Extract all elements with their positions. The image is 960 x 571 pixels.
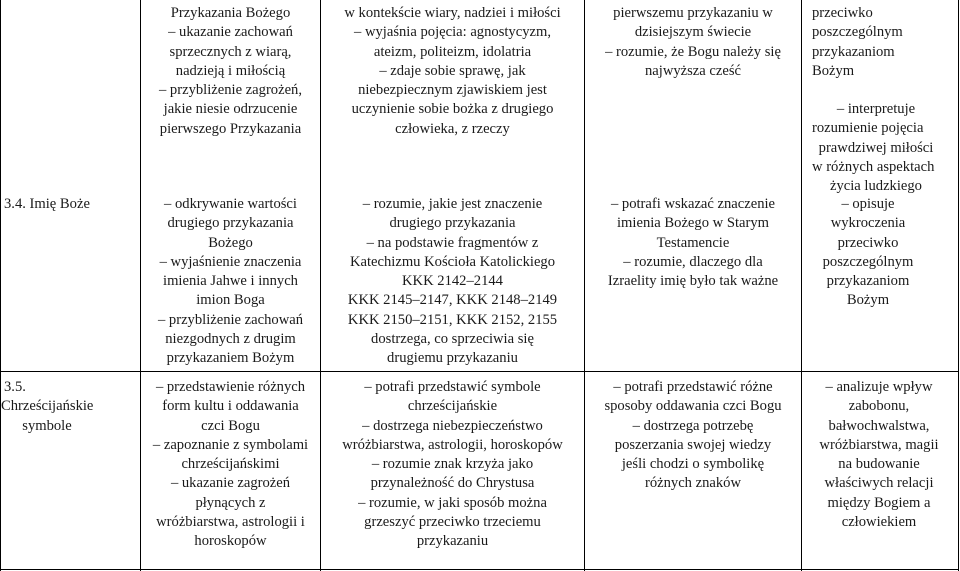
row3-full-line: na budowanie <box>838 456 920 473</box>
row2-basic-line: dostrzega, co sprzeciwia się <box>371 331 534 348</box>
row3-requirements-basic <box>321 378 584 552</box>
section-title-line: symbole <box>22 417 72 434</box>
row1-extended-line: pierwszemu przykazaniu w <box>613 5 773 21</box>
row3-topic-line: płynących z <box>195 494 266 511</box>
row1-full-line: Bożym <box>812 62 855 79</box>
row3-full-line: zabobonu, <box>848 398 910 415</box>
row1-requirements-full <box>812 4 958 197</box>
row3-full-line: właściwych relacji <box>824 475 934 492</box>
table-border-right <box>958 0 959 571</box>
row3-full-line: człowiekiem <box>841 514 917 531</box>
row3-basic-line: chrześcijańskie <box>407 398 498 415</box>
row3-topics <box>141 378 320 552</box>
row2-topic-line: niezgodnych z drugim <box>165 331 296 348</box>
row2-basic-line: KKK 2142–2144 <box>402 273 503 290</box>
row1-full-line: w różnych aspektach <box>812 159 935 176</box>
row2-basic-line: drugiego przykazania <box>389 215 516 232</box>
row3-basic-line: grzeszyć przeciwko trzeciemu <box>364 514 541 531</box>
row1-basic-line: w kontekście wiary, nadziei i miłości <box>344 5 561 21</box>
row1-full-line: przeciwko <box>812 5 873 21</box>
row1-full-line: poszczególnym <box>812 24 903 41</box>
row3-topic-line: czci Bogu <box>201 417 260 434</box>
row3-topic-line: form kultu i oddawania <box>162 398 299 415</box>
row1-full-line <box>812 81 958 100</box>
row3-basic-line: – rozumie znak krzyża jako <box>371 456 534 473</box>
row1-extended-line: dzisiejszym świecie <box>634 24 752 41</box>
row3-basic-line: przynależność do Chrystusa <box>370 475 535 492</box>
row2-topic-line: drugiego przykazania <box>167 215 294 232</box>
row3-extended-line: różnych znaków <box>644 475 742 492</box>
row2-topic-line: – przybliżenie zachowań <box>157 311 304 328</box>
section-title-line: 3.4. Imię Boże <box>4 196 90 212</box>
row1-basic-line: – wyjaśnia pojęcia: agnostycyzm, <box>354 24 551 41</box>
row3-topic-line: – zapoznanie z symbolami <box>152 436 309 453</box>
row3-requirements-extended <box>585 378 801 494</box>
row1-full-line: życia ludzkiego <box>830 178 922 195</box>
row3-full-line: między Bogiem a <box>827 494 931 511</box>
row2-full-line: – opisuje <box>841 196 895 212</box>
row3-extended-line: poszerzania swojej wiedzy <box>614 436 772 453</box>
row1-extended-line: – rozumie, że Bogu należy się <box>605 43 781 60</box>
row1-extended-line: najwyższa cześć <box>644 62 741 79</box>
row1-requirements-extended <box>585 4 801 81</box>
row1-basic-line: – zdaje sobie sprawę, jak <box>379 62 526 79</box>
row2-requirements-extended <box>585 195 801 291</box>
row3-topic-line: – przedstawienie różnych <box>155 379 306 395</box>
section-title-line: Chrześcijańskie <box>1 398 94 415</box>
table-border-left <box>0 0 1 571</box>
row1-basic-line: ateizm, politeizm, idolatria <box>373 43 532 60</box>
row3-basic-line: – dostrzega niebezpieczeństwo <box>362 417 543 434</box>
row1-requirements-basic <box>321 4 584 139</box>
row2-basic-line: – na podstawie fragmentów z <box>366 234 539 251</box>
row1-full-line: prawdziwej miłości <box>818 139 934 156</box>
row3-extended-line: – dostrzega potrzebę <box>632 417 754 434</box>
row2-basic-line: drugiemu przykazaniu <box>387 350 518 367</box>
row2-full-line: wykroczenia <box>830 215 906 232</box>
section-3-4-title <box>4 195 140 214</box>
row1-topic-line: jakie niesie odrzucenie <box>163 101 298 118</box>
row2-basic-line: Katechizmu Kościoła Katolickiego <box>349 253 556 270</box>
row3-extended-line: sposoby oddawania czci Bogu <box>604 398 782 415</box>
row1-basic-line: uczynienie sobie bożka z drugiego <box>351 101 554 118</box>
row1-topic-line: pierwszego Przykazania <box>159 120 302 137</box>
row3-topic-line: – ukazanie zagrożeń <box>170 475 291 492</box>
row2-full-line: Bożym <box>846 292 890 309</box>
row1-topic-line: Przykazania Bożego <box>170 5 291 21</box>
row2-requirements-basic <box>321 195 584 369</box>
row2-topic-line: imienia Jahwe i innych <box>163 273 298 290</box>
row2-extended-line: – potrafi wskazać znaczenie <box>610 196 776 212</box>
row2-topic-line: Bożego <box>208 234 253 251</box>
row2-basic-line: – rozumie, jakie jest znaczenie <box>362 196 543 212</box>
row2-topic-line: – wyjaśnienie znaczenia <box>159 253 302 270</box>
table-border-bottom <box>0 569 959 570</box>
section-3-5-title <box>1 378 93 436</box>
row-divider-1 <box>0 371 959 372</box>
row2-basic-line: KKK 2150–2151, KKK 2152, 2155 <box>347 311 558 328</box>
row2-extended-line: Testamencie <box>656 234 730 251</box>
row1-topic-line: – przybliżenie zagrożeń, <box>158 82 303 99</box>
row3-topic-line: chrześcijańskimi <box>181 456 280 473</box>
row3-full-line: wróżbiarstwa, magii <box>819 436 939 453</box>
row3-requirements-full <box>802 378 956 532</box>
row2-topic-line: – odkrywanie wartości <box>164 196 297 212</box>
row2-full-line: poszczególnym <box>822 253 914 270</box>
row2-extended-line: Izraelity imię było tak ważne <box>607 273 779 290</box>
row2-extended-line: – rozumie, dlaczego dla <box>623 253 763 270</box>
section-title-line: 3.5. <box>4 379 26 395</box>
row2-extended-line: imienia Bożego w Starym <box>617 215 769 232</box>
row3-basic-line: przykazaniu <box>416 533 489 550</box>
row3-basic-line: – rozumie, w jaki sposób można <box>358 494 547 511</box>
row3-full-line: bałwochwalstwa, <box>828 417 930 434</box>
row1-basic-line: niebezpiecznym zjawiskiem jest <box>358 82 547 99</box>
row3-basic-line: – potrafi przedstawić symbole <box>364 379 541 395</box>
row2-full-line: przeciwko <box>837 234 899 251</box>
row1-full-line: – interpretuje <box>836 101 916 118</box>
row2-topic-line: przykazaniem Bożym <box>166 350 295 367</box>
row1-topics <box>141 4 320 139</box>
row1-topic-line: sprzecznych z wiarą, <box>169 43 292 60</box>
row3-topic-line: horoskopów <box>194 533 267 550</box>
row1-topic-line: – ukazanie zachowań <box>168 24 293 41</box>
row3-extended-line: – potrafi przedstawić różne <box>613 379 773 395</box>
row2-basic-line: KKK 2145–2147, KKK 2148–2149 <box>347 292 558 309</box>
row3-full-line: – analizuje wpływ <box>825 379 933 395</box>
row1-full-line: przykazaniom <box>812 43 895 60</box>
row1-topic-line: nadzieją i miłością <box>175 62 286 79</box>
row3-topic-line: wróżbiarstwa, astrologii i <box>156 514 305 531</box>
row3-basic-line: wróżbiarstwa, astrologii, horoskopów <box>342 436 563 453</box>
row2-requirements-full <box>802 195 934 311</box>
row1-full-line: rozumienie pojęcia <box>812 120 924 137</box>
row2-full-line: przykazaniom <box>826 273 910 290</box>
row1-basic-line: człowieka, z rzeczy <box>395 120 510 137</box>
row2-topics <box>141 195 320 369</box>
row2-topic-line: imion Boga <box>196 292 265 309</box>
row3-extended-line: jeśli chodzi o symbolikę <box>621 456 765 473</box>
